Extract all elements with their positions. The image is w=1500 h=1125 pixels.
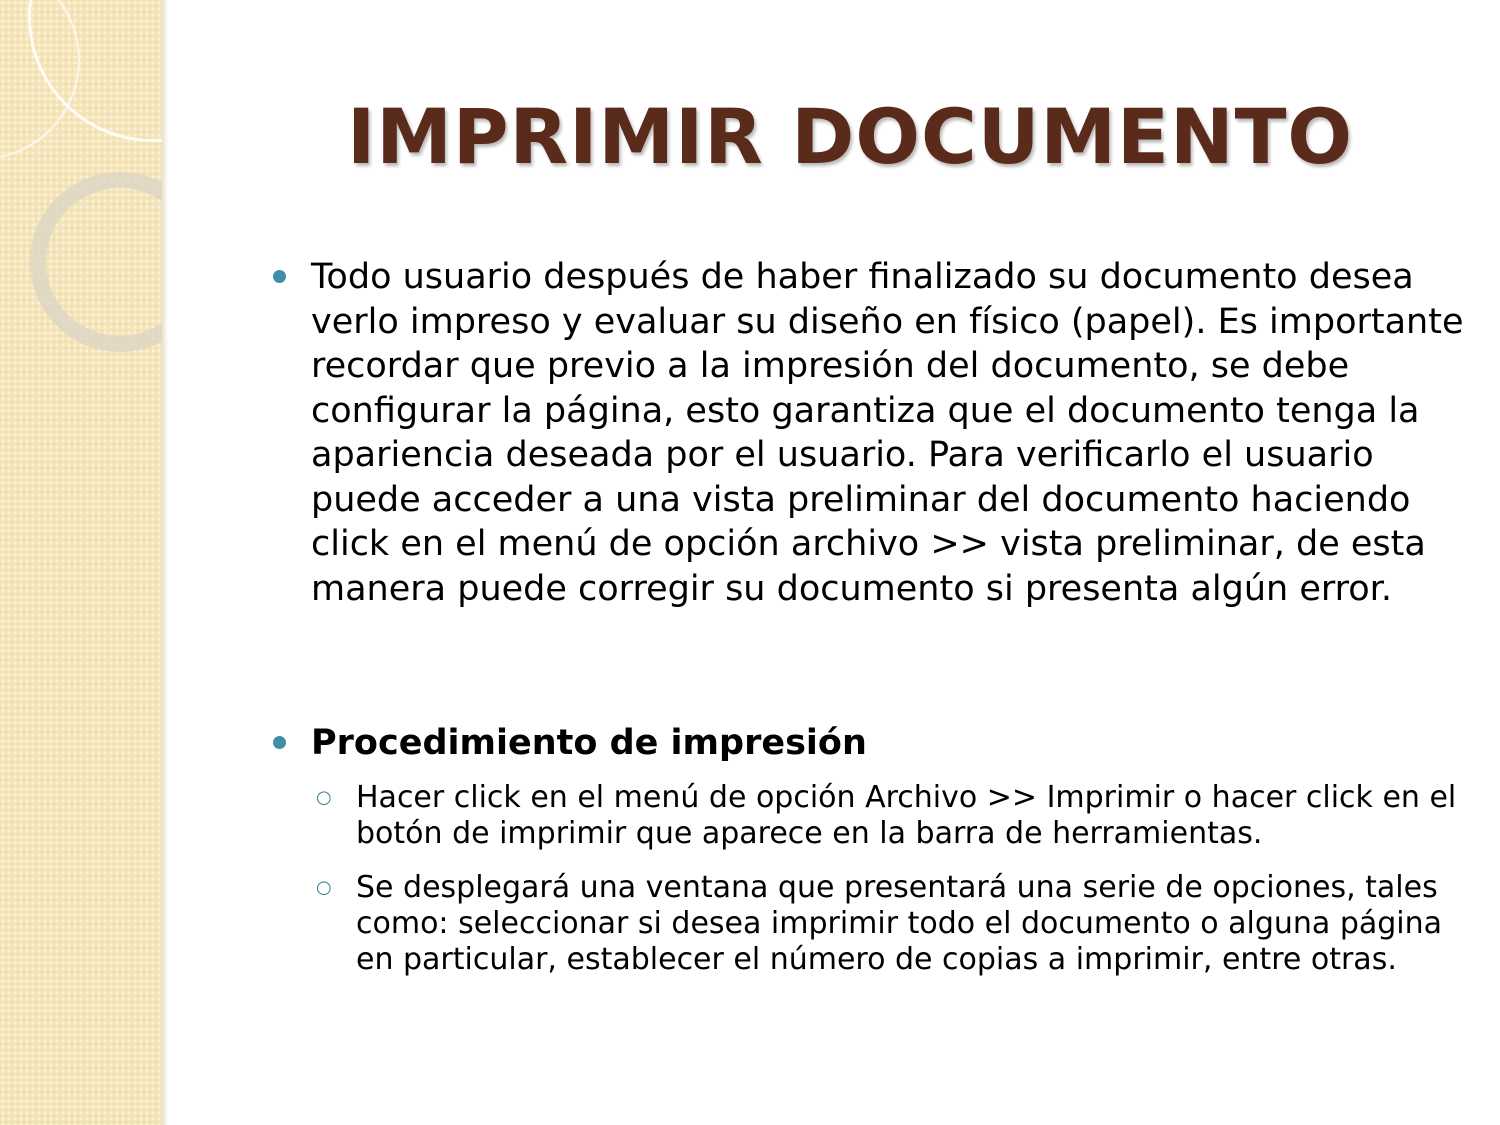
decorative-side-panel: [0, 0, 162, 1125]
bullet-dot-icon: [273, 270, 286, 283]
slide-title: IMPRIMIR DOCUMENTO: [346, 92, 1354, 181]
bullet-text: Procedimiento de impresión: [311, 723, 867, 763]
hollow-bullet-icon: ○: [316, 877, 332, 898]
sub-bullet-item-2: [268, 870, 1468, 978]
bullet-item-1: [268, 255, 1468, 611]
bullet-paragraph: [268, 255, 1468, 611]
sub-bullet-paragraph: [268, 780, 1468, 852]
side-panel-edge: [162, 0, 168, 1125]
bullet-dot-icon: [273, 736, 286, 749]
bullet-heading: [268, 721, 1468, 766]
sub-bullet-text: Hacer click en el menú de opción Archivo >> Imprimir o hacer click en el botón de imprimir que aparece en la barra de herramientas.: [356, 780, 1457, 851]
bullet-item-2: [268, 721, 1468, 766]
hollow-bullet-icon: ○: [316, 787, 332, 808]
sub-bullet-paragraph: [268, 870, 1468, 978]
decorative-ring-icon: [30, 172, 162, 352]
bullet-text: Todo usuario después de haber finalizado su documento desea verlo impreso y evaluar su diseño en físico (papel). Es importante recordar que previo a la impresión del documento, se debe configurar la página, esto garantiza que el documento tenga la apariencia deseada por el usuario. Para verificarlo el usuario puede acceder a una vista preliminar del documento haciendo click en el menú de opción archivo >> vista preliminar, de esta manera puede corregir su documento si presenta algún error.: [311, 257, 1464, 609]
sub-bullet-item-1: [268, 780, 1468, 852]
sub-bullet-text: Se desplegará una ventana que presentará una serie de opciones, tales como: seleccionar si desea imprimir todo el documento o alguna página en particular, establecer el número de copias a imprimir, entre otras.: [356, 870, 1443, 977]
